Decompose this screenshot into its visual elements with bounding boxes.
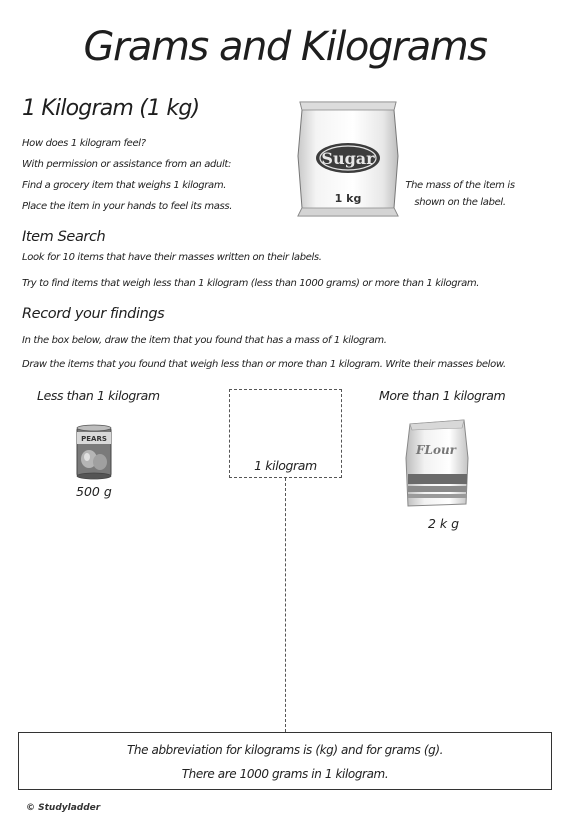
intro-line: With permission or assistance from an adult: — [22, 159, 232, 170]
connector-line — [285, 478, 286, 732]
caption-line: shown on the label. — [414, 197, 506, 208]
section-heading-1kg: 1 Kilogram (1 kg) — [22, 96, 200, 121]
record-line: Draw the items that you found that weigh less than or more than 1 kilogram. Write their masses below. — [22, 359, 506, 370]
search-line: Try to find items that weigh less than 1 kilogram (less than 1000 grams) or more than 1 kilogram. — [22, 278, 480, 289]
flour-bag-image — [402, 418, 472, 510]
less-mass: 500 g — [76, 484, 112, 499]
abbreviation-note-box — [18, 732, 552, 790]
page-title: Grams and Kilograms — [83, 24, 487, 70]
intro-line: Find a grocery item that weighs 1 kilogram. — [22, 180, 227, 191]
intro-instructions — [22, 136, 302, 220]
less-than-label: Less than 1 kilogram — [37, 388, 160, 403]
intro-line: Place the item in your hands to feel its mass. — [22, 201, 233, 212]
intro-line: How does 1 kilogram feel? — [22, 138, 146, 149]
sugar-mass: 1 kg — [334, 192, 362, 205]
record-line: In the box below, draw the item that you found that has a mass of 1 kilogram. — [22, 335, 387, 346]
copyright-footer: © Studyladder — [26, 803, 101, 813]
note-line: There are 1000 grams in 1 kilogram. — [181, 767, 389, 781]
section-heading-item-search: Item Search — [22, 229, 106, 245]
search-line: Look for 10 items that have their masses written on their labels. — [22, 252, 322, 263]
caption-line: The mass of the item is — [405, 180, 515, 191]
more-mass: 2 k g — [428, 516, 460, 531]
flour-bag-text: FLour — [415, 443, 457, 457]
label-caption — [400, 177, 520, 211]
sugar-bag-image — [292, 96, 404, 220]
sugar-label: Sugar — [321, 149, 375, 168]
section-heading-record: Record your findings — [22, 306, 165, 322]
one-kilogram-label: 1 kilogram — [254, 458, 317, 473]
pears-can-image — [74, 424, 114, 480]
pears-can-text: PEARS — [81, 435, 107, 443]
note-line: The abbreviation for kilograms is (kg) and for grams (g). — [126, 743, 444, 757]
more-than-label: More than 1 kilogram — [379, 388, 506, 403]
